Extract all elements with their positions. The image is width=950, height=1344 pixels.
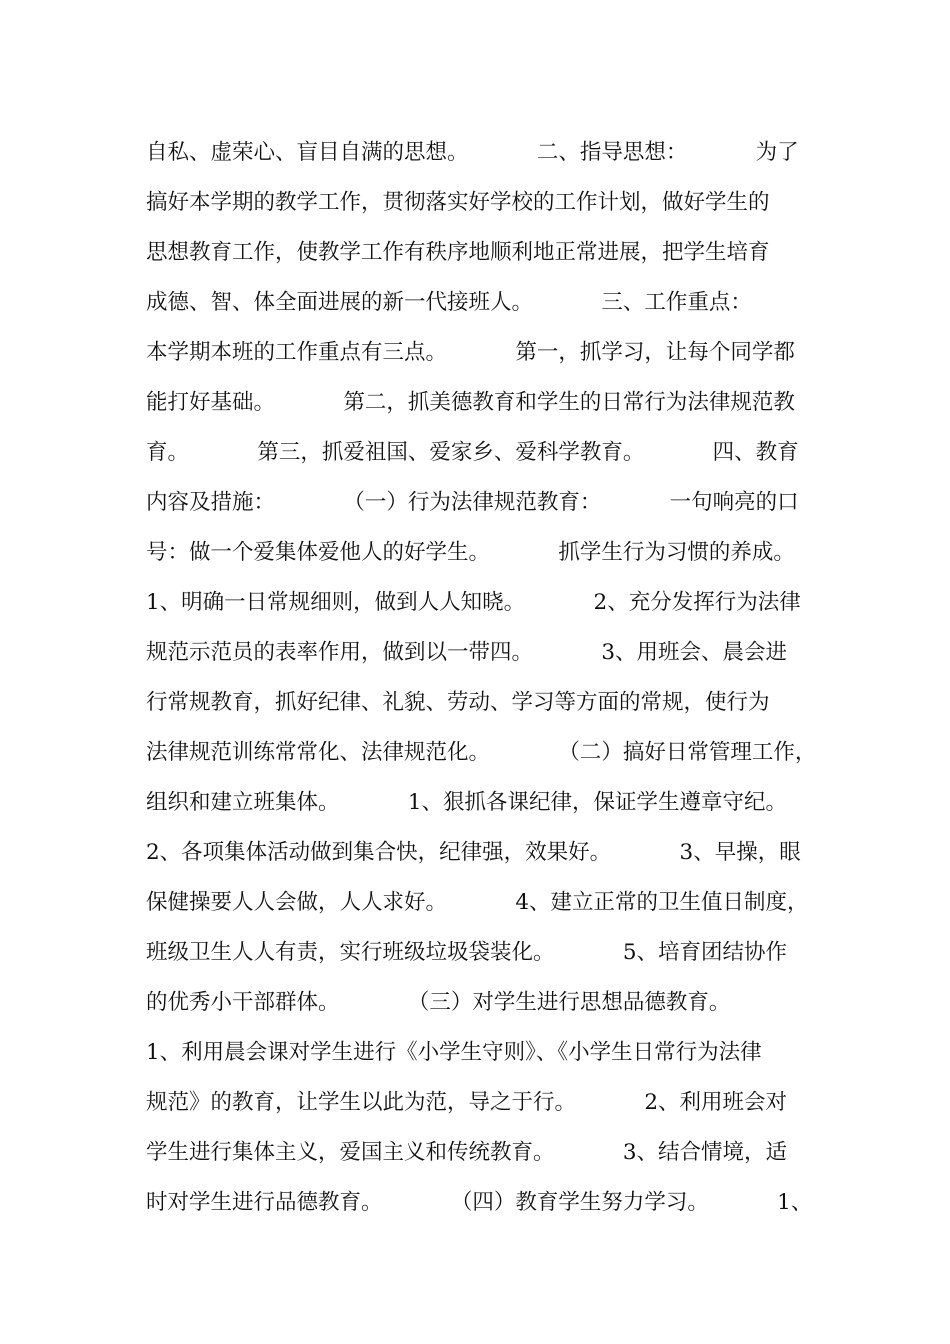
text-line: 规范示范员的表率作用，做到以一带四。 3、用班会、晨会进 [146,640,788,665]
text-line: 法律规范训练常常化、法律规范化。 （二）搞好日常管理工作， [146,740,817,765]
text-line: 时对学生进行品德教育。 （四）教育学生努力学习。 1、 [146,1190,813,1215]
body-text [146,128,826,1228]
text-line: 自私、虚荣心、盲目自满的思想。 二、指导思想： 为了 [146,140,799,165]
text-line: 的优秀小干部群体。 （三）对学生进行思想品德教育。 [146,990,731,1015]
text-line: 能打好基础。 第二，抓美德教育和学生的日常行为法律规范教 [146,390,795,415]
text-line: 成德、智、体全面进展的新一代接班人。 三、工作重点： [146,290,752,315]
text-line: 学生进行集体主义，爱国主义和传统教育。 3、结合情境，适 [146,1140,788,1165]
text-line: 号：做一个爱集体爱他人的好学生。 抓学生行为习惯的养成。 [146,540,795,565]
text-line: 2、各项集体活动做到集合快，纪律强，效果好。 3、早操，眼 [146,840,801,865]
text-line: 1、利用晨会课对学生进行《小学生守则》、《小学生日常行为法律 [146,1040,762,1065]
text-line: 保健操要人人会做，人人求好。 4、建立正常的卫生值日制度， [146,890,809,915]
text-line: 内容及措施： （一）行为法律规范教育： 一句响亮的口 [146,490,799,515]
text-line: 思想教育工作，使教学工作有秩序地顺利地正常进展，把学生培育 [146,240,770,265]
text-line: 1、明确一日常规细则，做到人人知晓。 2、充分发挥行为法律 [146,590,801,615]
text-line: 搞好本学期的教学工作，贯彻落实好学校的工作计划，做好学生的 [146,190,770,215]
text-line: 组织和建立班集体。 1、狠抓各课纪律，保证学生遵章守纪。 [146,790,788,815]
text-line: 本学期本班的工作重点有三点。 第一，抓学习，让每个同学都 [146,340,795,365]
text-line: 育。 第三，抓爱祖国、爱家乡、爱科学教育。 四、教育 [146,440,799,465]
text-line: 班级卫生人人有责，实行班级垃圾袋装化。 5、培育团结协作 [146,940,788,965]
text-line: 规范》的教育，让学生以此为范，导之于行。 2、利用班会对 [146,1090,788,1115]
text-line: 行常规教育，抓好纪律、礼貌、劳动、学习等方面的常规，使行为 [146,690,770,715]
